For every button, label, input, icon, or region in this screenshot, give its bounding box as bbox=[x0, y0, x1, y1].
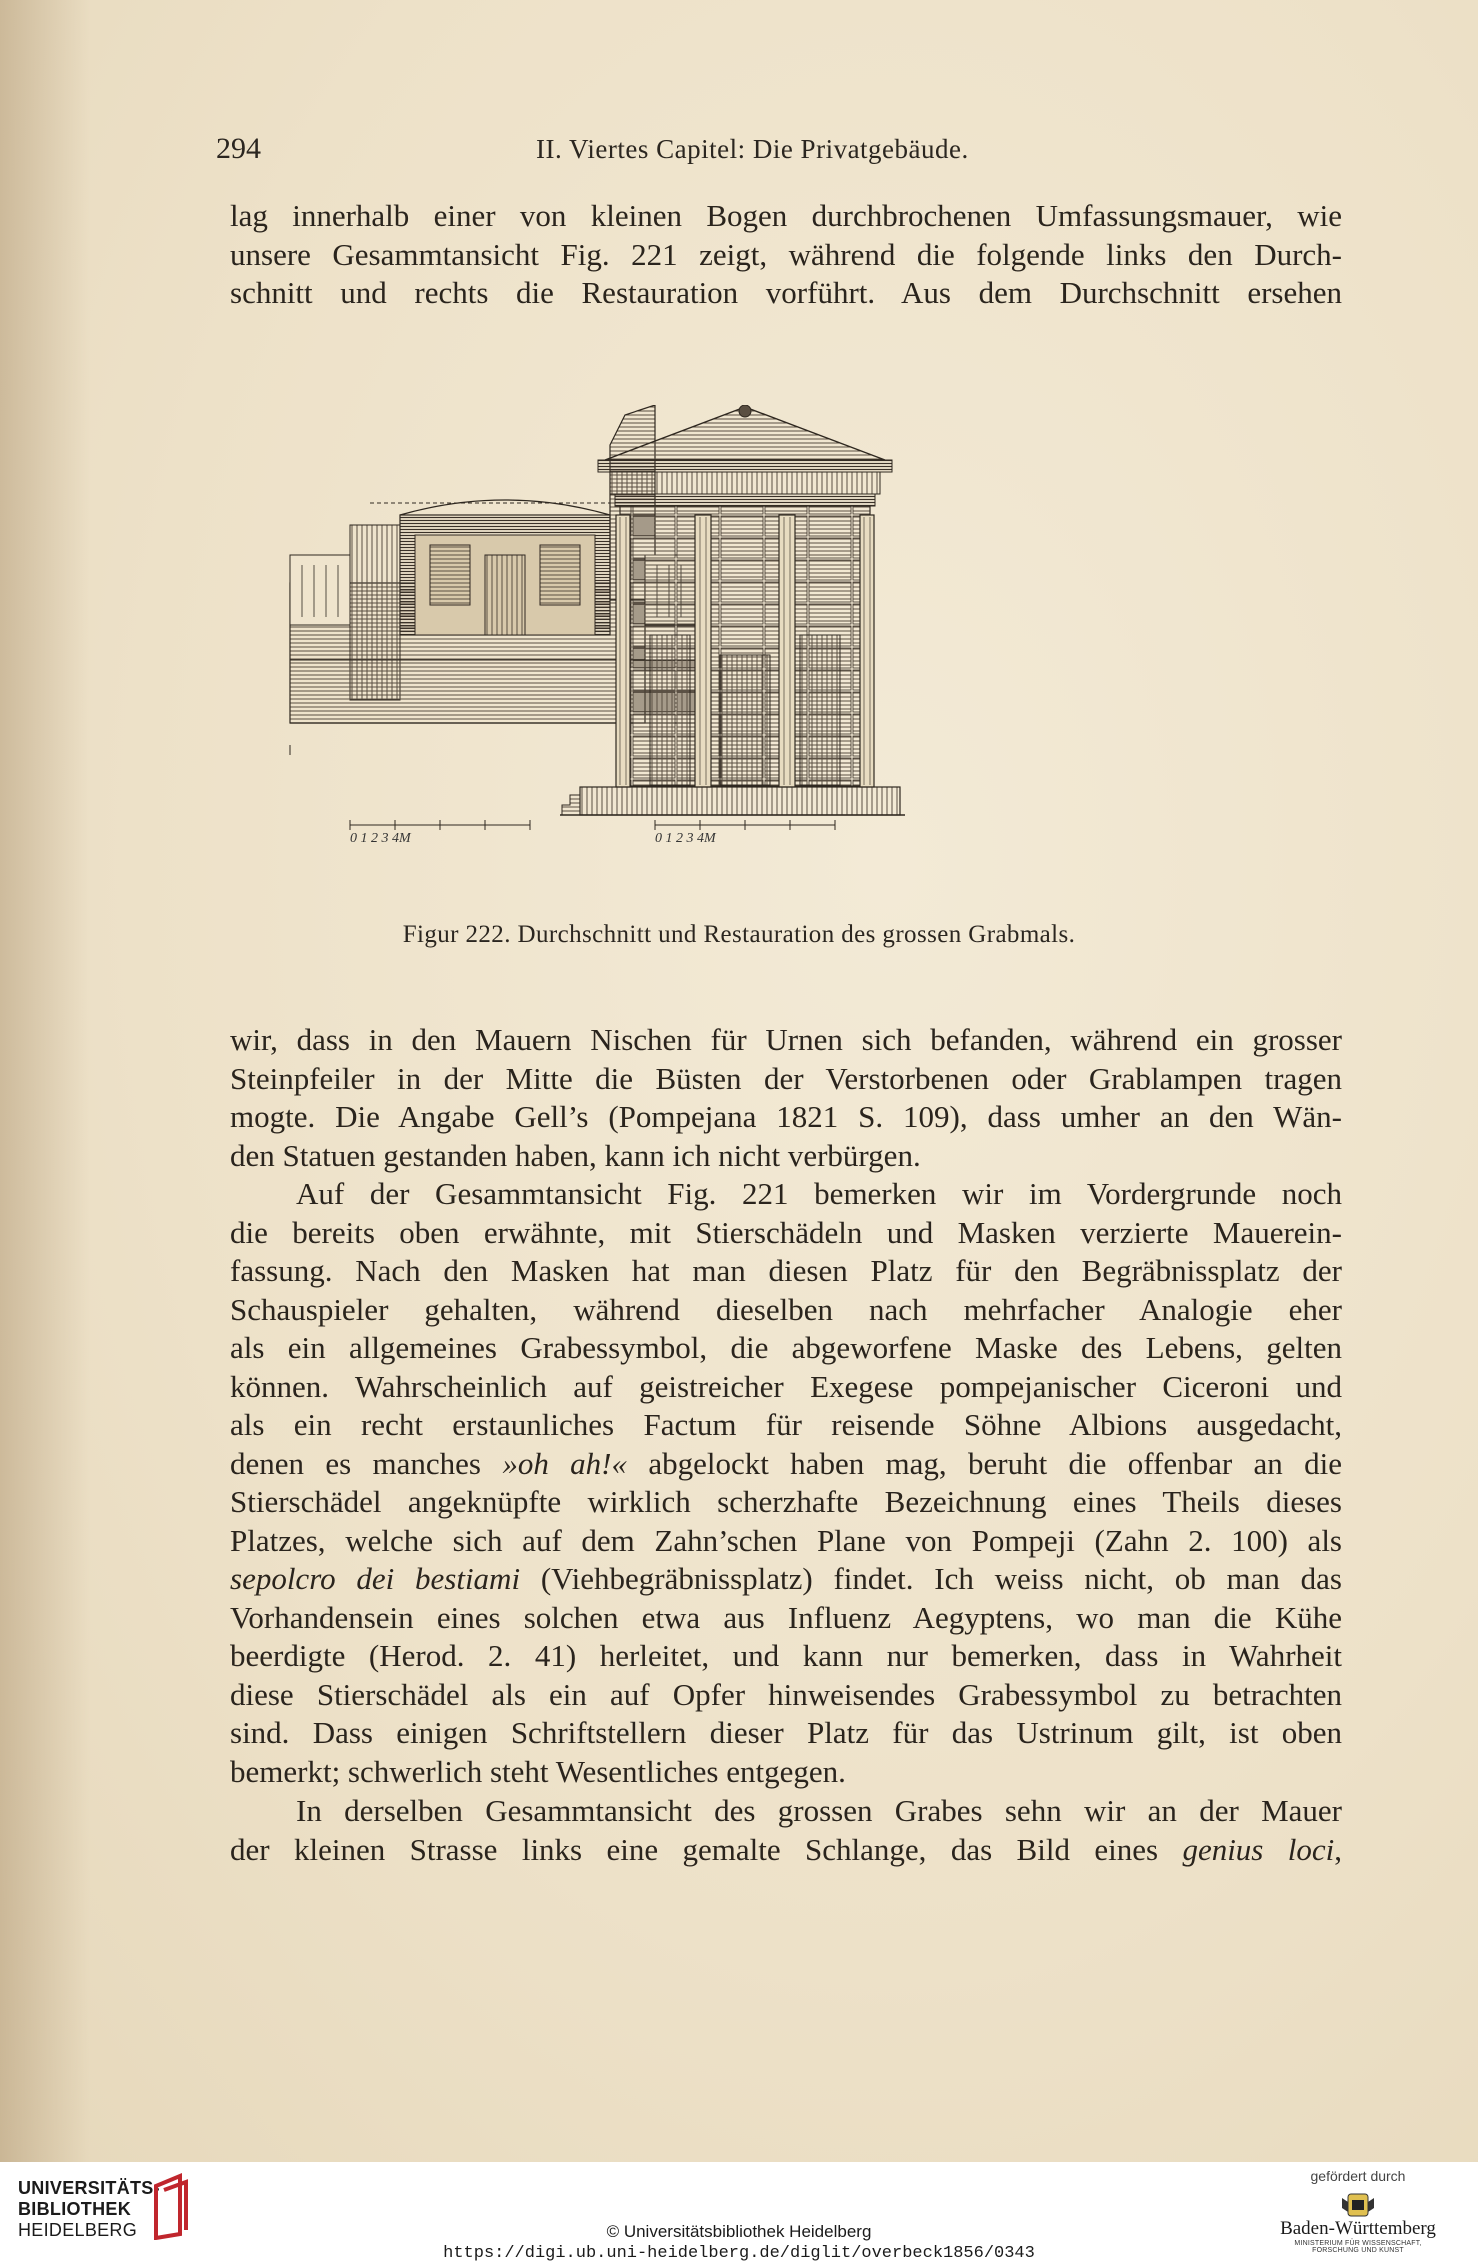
permalink-url[interactable]: https://digi.ub.uni-heidelberg.de/diglit/overbeck1856/0343 bbox=[443, 2244, 1035, 2263]
text-line: In derselben Gesammtansicht des grossen Grabes sehn wir an der Mauer bbox=[296, 1793, 1342, 1828]
text-line: Stierschädel angeknüpfte wirklich scherzhafte Bezeichnung eines Theils dieses bbox=[230, 1484, 1342, 1519]
text-line: fassung. Nach den Masken hat man diesen Platz für den Begräbnissplatz der bbox=[230, 1253, 1342, 1288]
text-line: der kleinen Strasse links eine gemalte Schlange, das Bild eines genius loci, bbox=[230, 1831, 1343, 1867]
figure-caption: Figur 222. Durchschnitt und Restauration des grossen Grabmals. bbox=[402, 921, 1076, 948]
text-line: als ein recht erstaunliches Factum für reisende Söhne Albions ausgedacht, bbox=[230, 1407, 1342, 1442]
page-number: 294 bbox=[216, 132, 261, 165]
text-line: Platzes, welche sich auf dem Zahn’schen Plane von Pompeji (Zahn 2. 100) als bbox=[230, 1522, 1342, 1558]
text-line: sind. Dass einigen Schriftstellern dieser Platz für das Ustrinum gilt, ist oben bbox=[230, 1715, 1342, 1750]
text-line: mogte. Die Angabe Gell’s (Pompejana 1821 S. 109), dass umher an den Wän- bbox=[230, 1099, 1342, 1134]
text-line: können. Wahrscheinlich auf geistreicher Exegese pompejanischer Ciceroni und bbox=[230, 1368, 1342, 1404]
scale-bar-right bbox=[655, 820, 835, 830]
text-line: schnitt und rechts die Restauration vorführt. Aus dem Durchschnitt ersehen bbox=[230, 275, 1342, 310]
scale-label-right: 0 1 2 3 4M bbox=[655, 831, 716, 846]
text-line: Vorhandensein eines solchen etwa aus Influenz Aegyptens, wo man die Kühe bbox=[230, 1599, 1342, 1635]
text-line: sepolcro dei bestiami (Viehbegräbnissplatz) findet. Ich weiss nicht, ob man das bbox=[230, 1561, 1342, 1596]
library-name-line-2: BIBLIOTHEK bbox=[18, 2199, 131, 2219]
text-line: bemerkt; schwerlich steht Wesentliches entgegen. bbox=[230, 1753, 846, 1789]
running-title: II. Viertes Capitel: Die Privatgebäude. bbox=[536, 134, 969, 164]
paragraph-2 bbox=[230, 1021, 1342, 1175]
funder-name: Baden-Württemberg bbox=[1280, 2218, 1436, 2239]
text-line: lag innerhalb einer von kleinen Bogen durchbrochenen Umfassungsmauer, wie bbox=[230, 198, 1342, 233]
text-line: die bereits oben erwähnte, mit Stierschädeln und Masken verzierte Mauerein- bbox=[230, 1214, 1342, 1250]
text-line: als ein allgemeines Grabessymbol, die abgeworfene Maske des Lebens, gelten bbox=[230, 1330, 1342, 1365]
text-line: unsere Gesammtansicht Fig. 221 zeigt, während die folgende links den Durch- bbox=[230, 236, 1342, 272]
funder-ministry: MINISTERIUM FÜR WISSENSCHAFT, FORSCHUNG UND KUNST bbox=[1294, 2240, 1422, 2254]
funder-block bbox=[1278, 2168, 1438, 2254]
coat-of-arms-icon bbox=[1338, 2190, 1378, 2220]
text-line: diese Stierschädel als ein auf Opfer hinweisendes Grabessymbol zu betrachten bbox=[230, 1676, 1342, 1712]
text-line: wir, dass in den Mauern Nischen für Urnen sich befanden, während ein grosser bbox=[230, 1022, 1342, 1057]
text-line: denen es manches »oh ah!« abgelockt haben mag, beruht die offenbar an die bbox=[230, 1445, 1343, 1481]
library-name-line-1: UNIVERSITÄTS- bbox=[18, 2178, 160, 2198]
funded-by-label: gefördert durch bbox=[1310, 2168, 1406, 2184]
copyright-notice: © Universitätsbibliothek Heidelberg bbox=[606, 2222, 872, 2241]
library-name-line-3: HEIDELBERG bbox=[18, 2220, 138, 2240]
text-line: Schauspieler gehalten, während dieselben nach mehrfacher Analogie eher bbox=[230, 1291, 1342, 1327]
text-line: den Statuen gestanden haben, kann ich nicht verbürgen. bbox=[230, 1137, 921, 1173]
text-line: Steinpfeiler in der Mitte die Büsten der Verstorbenen oder Grablampen tragen bbox=[230, 1060, 1342, 1096]
scale-label-left: 0 1 2 3 4M bbox=[350, 831, 411, 846]
text-line: Auf der Gesammtansicht Fig. 221 bemerken wir im Vordergrunde noch bbox=[296, 1176, 1342, 1211]
paragraph-3 bbox=[230, 1175, 1342, 1791]
paragraph-1 bbox=[230, 197, 1342, 313]
scale-bar-left bbox=[350, 820, 530, 830]
viewer-footer bbox=[0, 2162, 1478, 2268]
running-header bbox=[216, 132, 1354, 176]
paragraph-4 bbox=[230, 1792, 1342, 1869]
text-line: beerdigte (Herod. 2. 41) herleitet, und kann nur bemerken, dass in Wahrheit bbox=[230, 1638, 1342, 1673]
figure-222-engraving bbox=[280, 405, 1300, 905]
